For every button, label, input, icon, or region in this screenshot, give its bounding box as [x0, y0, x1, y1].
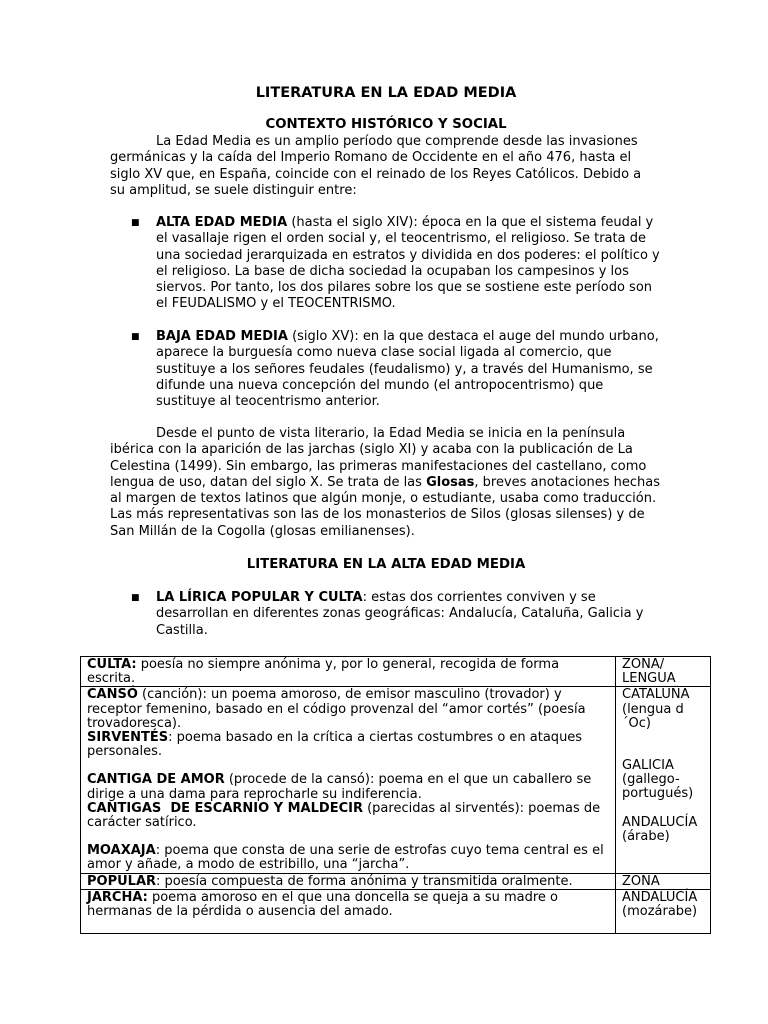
bullet-marker: ■ [131, 218, 140, 228]
table-cell [81, 873, 616, 889]
bullet-lirica [156, 590, 662, 639]
popular-term: POPULAR [87, 873, 157, 889]
sirventes-entry [87, 731, 610, 759]
intro-paragraph [110, 134, 660, 199]
bullet-term: BAJA EDAD MEDIA [156, 329, 288, 344]
cantiga-amor-term: CANTIGA DE AMOR [87, 772, 225, 788]
zona-lengua-header: ZONA/ LENGUA [616, 657, 711, 687]
zone-cataluna: CATALUÑA [622, 687, 690, 703]
jarcha-text: poema amoroso en el que una doncella se queja a su madre o hermanas de la pérdida o ausencia del amado. [87, 889, 558, 920]
cantigas-escarnio-term: CANTIGAS DE ESCARNIO Y MALDECIR [87, 800, 363, 816]
table-row [81, 657, 711, 687]
canso-entry [87, 688, 610, 731]
moaxaja-term: MOAXAJA [87, 843, 156, 859]
bullet-text: (siglo XV): en la que destaca el auge del mundo urbano, aparece la burguesía como nueva clase social ligada al comercio, que sustituye a los señores feudales (feudalismo) y, a través del Humanismo, se difunde una nueva concepción del mundo (el antropocentrismo) que sustituye al teocentrismo anterior. [156, 329, 659, 410]
intro-text: La Edad Media es un amplio período que comprende desde las invasiones germánicas y la caída del Imperio Romano de Occidente en el año 476, hasta el siglo XV que, en España, coincide con el reinado de los Reyes Católicos. Debido a su amplitud, se suele distinguir entre: [110, 134, 642, 198]
zone-cataluna-lang: (lengua d ´Oc) [622, 701, 684, 731]
section-title-alta-edad-media: LITERATURA EN LA ALTA EDAD MEDIA [246, 557, 526, 572]
zones-cell [616, 687, 711, 873]
zone-andalucia: ANDALUCÍA [622, 814, 698, 830]
zone-cell [616, 889, 711, 933]
cantigas-escarnio-text: (parecidas al sirventés): poemas de carácter satírico. [87, 800, 601, 831]
literary-paragraph [110, 426, 660, 540]
zone-andalucia-mozarabe: ANDALUCÍA [622, 889, 698, 905]
sirventes-text: : poema basado en la crítica a ciertas costumbres o en ataques personales. [87, 730, 583, 760]
bullet-text: : estas dos corrientes conviven y se desarrollan en diferentes zonas geográficas: Andalucía, Cataluña, Galicia y Castilla. [156, 590, 644, 638]
bullet-text: (hasta el siglo XIV): época en la que el sistema feudal y el vasallaje rigen el orden social y, el teocentrismo, el religioso. Se trata de una sociedad jerarquizada en estratos y dividida en dos poderes: el político y el religioso. La base de dicha sociedad la ocupaban los campesinos y los siervos. Por tanto, los dos pilares sobre los que se sostiene este período son el FEUDALISMO y el TEOCENTRISMO. [156, 215, 660, 312]
table-row [81, 873, 711, 889]
zone-andalucia-mozarabe-lang: (mozárabe) [622, 904, 698, 920]
para2-after: , breves anotaciones hechas al margen de textos latinos que algún monje, o estudiante, usaba como traducción. Las más representativas son las de los monasterios de Silos (glosas silenses) y de San Millán de la Cogolla (glosas emilianenses). [110, 474, 660, 539]
moaxaja-entry [87, 844, 610, 872]
zone-andalucia-lang: (árabe) [622, 828, 670, 844]
zone-galicia: GALICIA [622, 758, 674, 774]
zone-galicia-lang: (gallego-portugués) [622, 772, 694, 802]
table-cell [81, 687, 616, 873]
bullet-alta-edad-media [156, 215, 662, 313]
culta-term: CULTA: [87, 657, 137, 672]
para2-before: Desde el punto de vista literario, la Edad Media se inicia en la península ibérica con la aparición de las jarchas (siglo XI) y acaba con la publicación de La Celestina (1499). Sin embargo, las primeras manifestaciones del castellano, como lengua de uso, datan del siglo X. Se trata de las [110, 426, 647, 490]
table-cell [81, 889, 616, 933]
cantiga-amor-text: (procede de la cansó): poema en el que un caballero se dirige a una dama para reprocharle su indiferencia. [87, 772, 592, 802]
culta-text: poesía no siempre anónima y, por lo general, recogida de forma escrita. [87, 657, 560, 687]
bullet-term: ALTA EDAD MEDIA [156, 215, 288, 230]
popular-text: : poesía compuesta de forma anónima y transmitida oralmente. [156, 873, 573, 889]
canso-term: CANSÓ [87, 687, 138, 703]
bullet-term: LA LÍRICA POPULAR Y CULTA [156, 590, 363, 605]
para2-bold: Glosas [426, 474, 475, 490]
table-row [81, 889, 711, 933]
zona-header: ZONA [616, 873, 711, 889]
sirventes-term: SIRVENTÉS [87, 730, 169, 746]
bullet-marker: ■ [131, 593, 140, 603]
moaxaja-text: : poema que consta de una serie de estrofas cuyo tema central es el amor y añade, a modo de estribillo, una “jarcha”. [87, 843, 604, 873]
jarcha-term: JARCHA: [87, 889, 148, 905]
canso-text: (canción): un poema amoroso, de emisor masculino (trovador) y receptor femenino, basado en el código provenzal del “amor cortés” (poesía trovadoresca). [87, 687, 586, 731]
cantiga-amor-entry [87, 773, 610, 801]
cantigas-escarnio-entry [87, 802, 610, 830]
table-cell [81, 657, 616, 687]
table-row [81, 687, 711, 873]
poetry-table [80, 656, 711, 934]
bullet-marker: ■ [131, 332, 140, 342]
section-title-context: CONTEXTO HISTÓRICO Y SOCIAL [265, 117, 507, 132]
page-title: LITERATURA EN LA EDAD MEDIA [255, 85, 517, 101]
bullet-baja-edad-media [156, 329, 662, 410]
